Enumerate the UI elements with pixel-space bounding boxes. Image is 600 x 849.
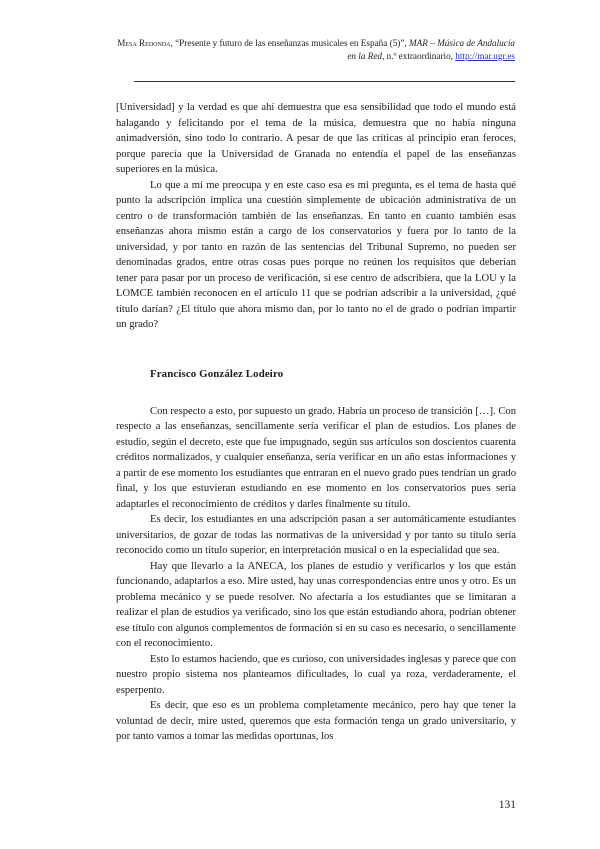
page-number: 131: [498, 799, 516, 811]
journal-url-link[interactable]: http://mar.ugr.es: [455, 50, 515, 61]
paragraph: Esto lo estamos haciendo, que es curioso, con universidades inglesas y parece que con nuestro propio sistema nos planteamos dificultades, lo cual ya roza, verdaderamente, el esperpento.: [116, 653, 516, 696]
paragraph: Lo que a mí me preocupa y en este caso esa es mi pregunta, es el tema de hasta qué punto la adscripción implica una cuestión simplemente de ubicación administrativa de un centro o de transformación también de las enseñanzas. En tanto en cuanto también esas enseñanzas ahora mismo están a cargo de los conservatorios y fuera por lo tanto de la universidad, y por tanto en razón de las sentencias del Tribunal Supremo, no pueden ser denominadas grados, entre otras cosas pues porque no reúnen los requisitos que deberían tener para pasar por un proceso de verificación, si ese centro de adscribiera, que la LOU y la LOMCE también reconocen en el artículo 11 que se podrían adscribir a la universidad, ¿qué título darían? ¿El título que ahora mismo dan, por lo tanto no el de grado o podrían impartir un grado?: [116, 179, 516, 330]
running-header: Mesa Redonda, “Presente y futuro de las enseñanzas musicales en España (5)”, MAR – Música de Andalucía en la Red, n.º extraordinario, http://mar.ugr.es: [117, 38, 515, 61]
paragraph: Con respecto a esto, por supuesto un grado. Habría un proceso de transición […]. Con respecto a las enseñanzas, sencillamente sería verificar el plan de estudios. Los planes de estudio, según el decreto, este que fue impugnado, según sus artículos son doscientos cuarenta créditos normalizados, y cualquier enseñanza, sería verificar en un año estas informaciones y a partir de ese momento los estudiantes que entraran en el nuevo grado pues tendrían un grado final, y los que estuvieran estudiando en ese momento en los conservatorios pues sería adaptarles el reconocimiento de créditos y darles finalmente su título.: [116, 405, 516, 510]
paragraph: Es decir, que eso es un problema completamente mecánico, pero hay que tener la voluntad de decir, mire usted, queremos que esta formación tenga un grado universitario, y por tanto vamos a tomar las medidas oportunas, los: [116, 700, 516, 742]
body-text: [116, 100, 516, 745]
header-author: Mesa Redonda: [117, 38, 171, 48]
header-issue: , n.º extraordinario,: [382, 50, 453, 61]
header-rule: [134, 81, 515, 82]
header-journal: MAR – Música de Andalucía en la Red: [347, 38, 515, 61]
speaker-heading: Francisco González Lodeiro: [150, 367, 284, 380]
paragraph: [Universidad] y la verdad es que ahí demuestra que esa sensibilidad que todo el mundo está halagando y felicitando por el tema de la música, demuestra que no había ninguna animadversión, sino todo lo contrario. A pesar de que las críticas al principio eran feroces, porque parecía que la Universidad de Granada no entendía el papel de las enseñanzas superiores en la música.: [116, 102, 516, 175]
paragraph: Es decir, los estudiantes en una adscripción pasan a ser automáticamente estudiantes universitarios, de gozar de todas las normativas de la universidad y por tanto su título sería reconocido como un título superior, en interpretación musical o en la especialidad que sea.: [116, 514, 516, 556]
header-title: , “Presente y futuro de las enseñanzas musicales en España (5)”: [170, 38, 405, 48]
paragraph: Hay que llevarlo a la ANECA, los planes de estudio y verificarlos y los que están funcionando, adaptarlos a eso. Mire usted, hay unas correspondencias entre unos y otro. Es un problema mecánico y se puede resolver. No afectaría a los estudiantes que se limitaran a realizar el plan de estudios ya verificado, sino los que están estudiando ahora, podrían obtener ese título con algunos complementos de formación si en su caso es necesario, o sencillamente con el reconocimiento.: [116, 560, 516, 649]
